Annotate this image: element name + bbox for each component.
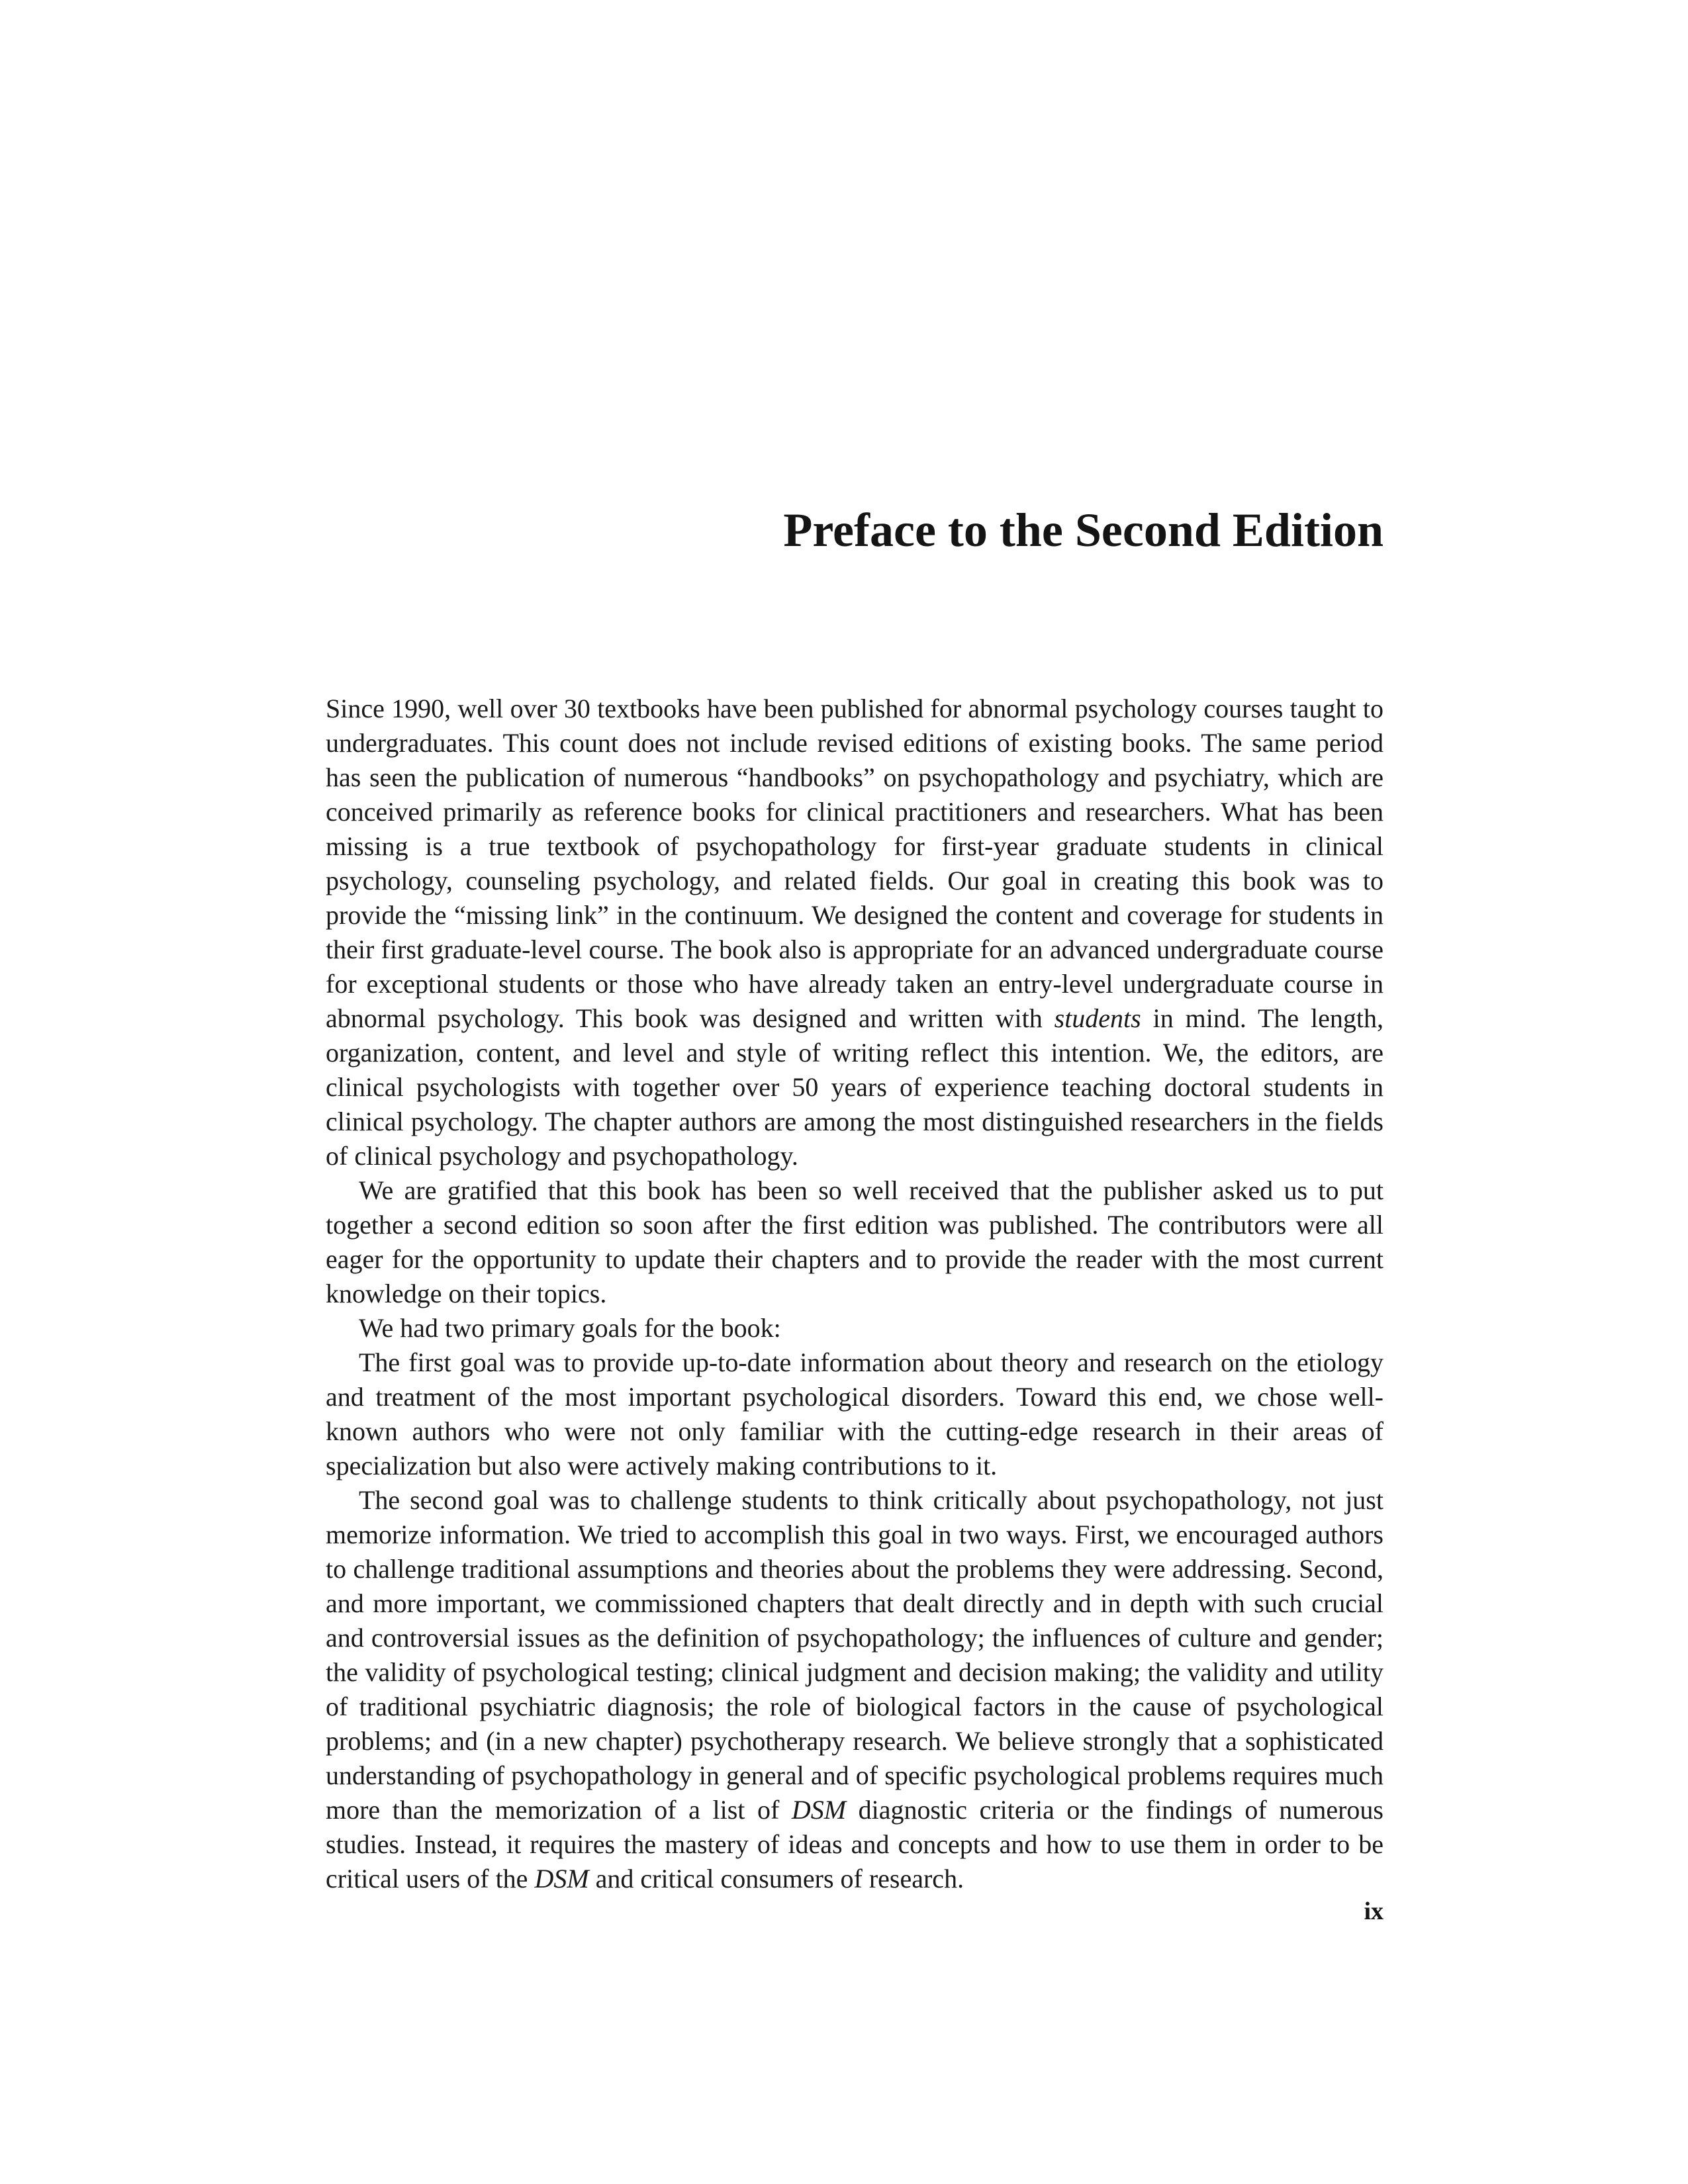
paragraph [326,1311,1383,1345]
text-segment: The first goal was to provide up-to-date information about theory and research on the etiology and treatment of the most important psychological disorders. Toward this end, we chose well-known authors who were not only familiar with the cutting-edge research in their areas of specialization but also were actively making contributions to it. [326,1347,1383,1480]
text-segment: and critical consumers of research. [588,1864,964,1893]
emphasis-text: students [1054,1003,1141,1033]
emphasis-text: DSM [791,1795,847,1825]
paragraph [326,1345,1383,1483]
text-segment: The second goal was to challenge students to think critically about psychopathology, not just memorize information. We tried to accomplish this goal in two ways. First, we encouraged authors to challenge traditional assumptions and theories about the problems they were addressing. Second, and more important, we commissioned chapters that dealt directly and in depth with such crucial and controversial issues as the definition of psychopathology; the influences of culture and gender; the validity of psychological testing; clinical judgment and decision making; the validity and utility of traditional psychiatric diagnosis; the role of biological factors in the cause of psychological problems; and (in a new chapter) psychotherapy research. We believe strongly that a sophisticated understanding of psychopathology in general and of specific psychological problems requires much more than the memorization of a list of [326,1485,1383,1825]
text-segment: We are gratified that this book has been so well received that the publisher asked us to put together a second edition so soon after the first edition was published. The contributors were all eager for the opportunity to update their chapters and to provide the reader with the most current knowledge on their topics. [326,1175,1383,1308]
body-text [326,692,1383,1896]
paragraph [326,692,1383,1173]
paragraph [326,1173,1383,1311]
text-segment: We had two primary goals for the book: [359,1313,781,1343]
text-segment: Since 1990, well over 30 textbooks have been published for abnormal psychology courses taught to undergraduates. This count does not include revised editions of existing books. The same period has seen the publication of numerous “handbooks” on psychopathology and psychiatry, which are conceived primarily as reference books for clinical practitioners and researchers. What has been missing is a true textbook of psychopathology for first-year graduate students in clinical psychology, counseling psychology, and related fields. Our goal in creating this book was to provide the “missing link” in the continuum. We designed the content and coverage for students in their first graduate-level course. The book also is appropriate for an advanced undergraduate course for exceptional students or those who have already taken an entry-level undergraduate course in abnormal psychology. This book was designed and written with [326,694,1383,1033]
emphasis-text: DSM [534,1864,589,1893]
text-segment: diagnostic criteria or the findings of numerous studies. Instead, it requires the mastery of ideas and concepts and how to use them in order to be critical users of the [326,1795,1384,1893]
text-segment: in mind. The length, organization, content, and level and style of writing reflect this intention. We, the editors, are clinical psychologists with together over 50 years of experience teaching doctoral students in clinical psychology. The chapter authors are among the most distinguished researchers in the fields of clinical psychology and psychopathology. [326,1003,1383,1171]
page-title: Preface to the Second Edition [783,504,1383,557]
page-number: ix [1364,1897,1383,1925]
paragraph [326,1483,1383,1896]
